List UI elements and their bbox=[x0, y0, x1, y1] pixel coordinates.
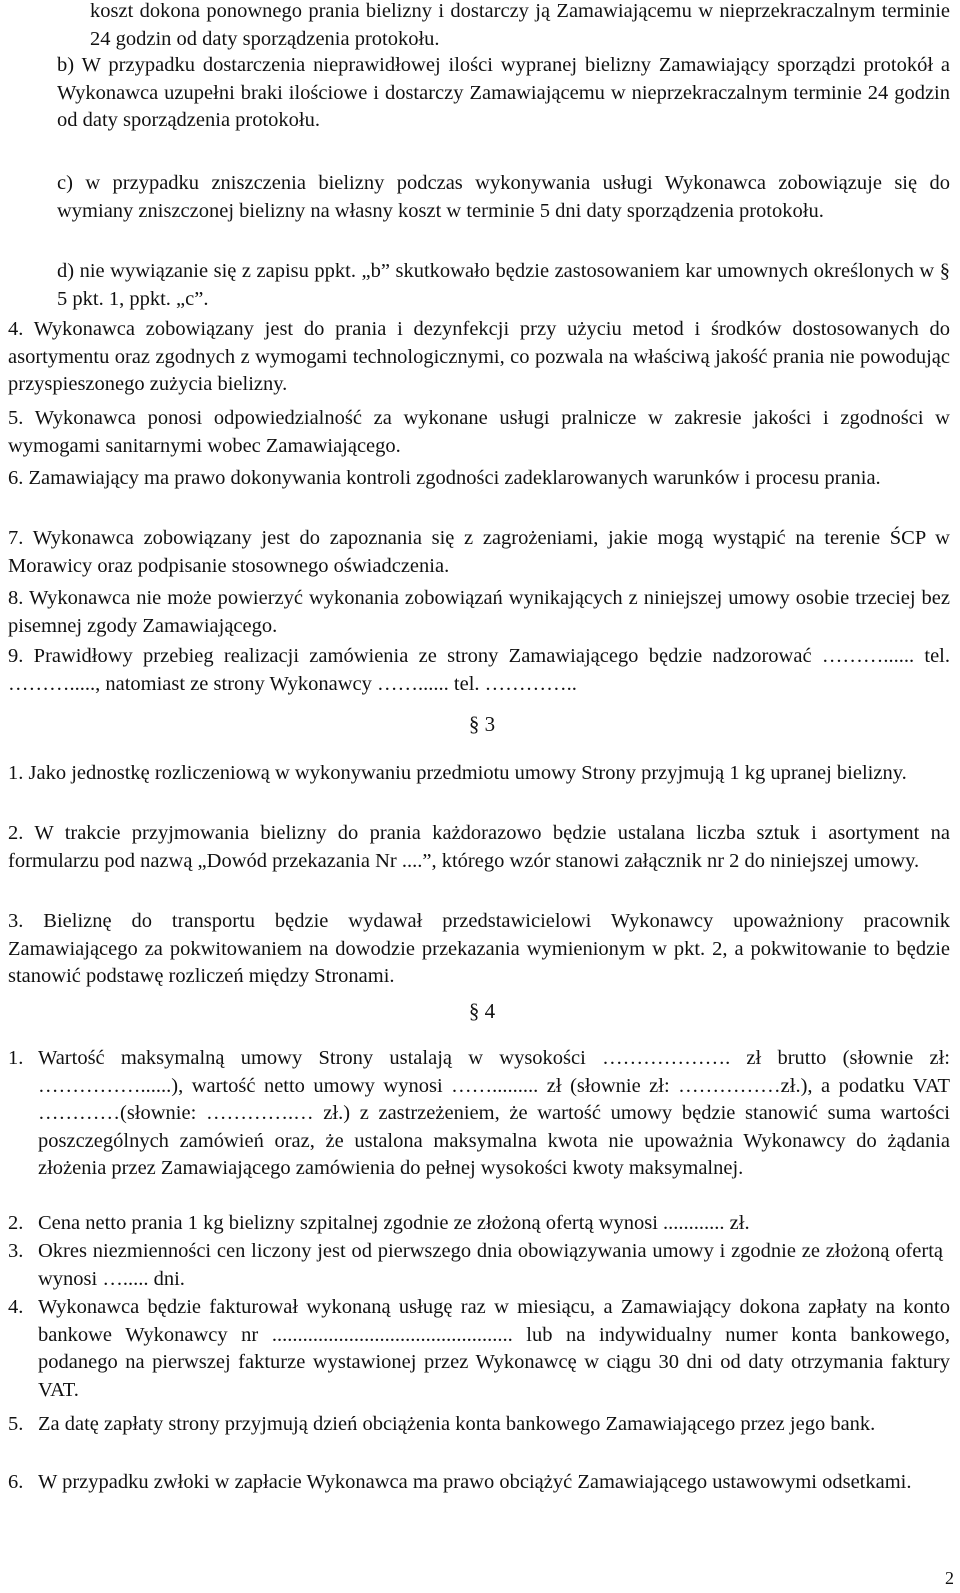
item-text: Wartość maksymalną umowy Strony ustalają w wysokości ………………. zł brutto (słownie zł: ……………......), wartość netto umowy wynosi ……......... zł (słownie zł: ……………zł.), a podatku VAT …………(słownie: ………….… zł.) z zastrzeżeniem, że wartość umowy będzie stanowić suma wartości poszczególnych zamówień oraz, że ustalona maksymalna kwota nie upoważnia Wykonawcy do żądania złożenia przez Zamawiającego zamówienia do pełnej wysokości kwoty maksymalnej. bbox=[38, 1047, 950, 1179]
item-text: W trakcie przyjmowania bielizny do prania każdorazowo będzie ustalana liczba sztuk i asortyment na formularzu pod nazwą „Dowód przekazania Nr ....”, którego wzór stanowi załącznik nr 2 do niniejszej umowy. bbox=[8, 822, 950, 872]
item-number: 5. bbox=[8, 1413, 24, 1435]
item-text: Za datę zapłaty strony przyjmują dzień obciążenia konta bankowego Zamawiającego przez jego bank. bbox=[38, 1413, 876, 1435]
item-text: Cena netto prania 1 kg bielizny szpitalnej zgodnie ze złożoną ofertą wynosi ............ zł. bbox=[38, 1212, 750, 1234]
list-item bbox=[8, 760, 950, 788]
list-item bbox=[8, 405, 950, 460]
item-number: 1. bbox=[8, 1047, 24, 1069]
list-item bbox=[8, 1210, 950, 1238]
list-item bbox=[8, 908, 950, 991]
list-item-text: c) w przypadku zniszczenia bielizny podczas wykonywania usługi Wykonawca zobowiązuje się do wymiany zniszczonej bielizny na własny koszt w terminie 5 dni daty sporządzenia protokołu. bbox=[57, 172, 950, 222]
item-text: Prawidłowy przebieg realizacji zamówienia ze strony Zamawiającego będzie nadzorować ………...... tel. ………....., natomiast ze strony Wykonawcy ……...... tel. ………….. bbox=[8, 645, 950, 695]
item-text: Okres niezmienności cen liczony jest od pierwszego dnia obowiązywania umowy i zgodnie ze złożoną ofertą wynosi …..... dni. bbox=[38, 1240, 943, 1290]
paragraph-text: koszt dokona ponownego prania bielizny i dostarczy ją Zamawiającemu w nieprzekraczalnym terminie 24 godzin od daty sporządzenia protokołu. bbox=[90, 0, 950, 50]
item-number: 4. bbox=[8, 1296, 24, 1318]
list-item-d bbox=[57, 258, 950, 313]
page-number: 2 bbox=[945, 1568, 954, 1588]
list-item bbox=[8, 316, 950, 399]
list-item bbox=[8, 820, 950, 875]
item-text: Wykonawca zobowiązany jest do prania i dezynfekcji przy użyciu metod i środków dostosowanych do asortymentu oraz zgodnych z wymogami technologicznymi, co pozwala na właściwą jakość prania nie powodując przyspieszonego zużycia bielizny. bbox=[8, 318, 950, 395]
item-number: 3. bbox=[8, 1240, 24, 1262]
list-item bbox=[8, 1238, 943, 1293]
list-item bbox=[8, 643, 950, 698]
item-text: Wykonawca nie może powierzyć wykonania zobowiązań wynikających z niniejszej umowy osobie trzeciej bez pisemnej zgody Zamawiającego. bbox=[8, 587, 950, 637]
item-text: Zamawiający ma prawo dokonywania kontroli zgodności zadeklarowanych warunków i procesu prania. bbox=[28, 467, 881, 489]
item-text: Jako jednostkę rozliczeniową w wykonywaniu przedmiotu umowy Strony przyjmują 1 kg upranej bielizny. bbox=[28, 762, 907, 784]
section-heading: § 4 bbox=[468, 999, 496, 1023]
paragraph-continuation bbox=[90, 0, 950, 53]
item-number: 8. bbox=[8, 587, 24, 609]
list-item bbox=[8, 585, 950, 640]
list-item-c bbox=[57, 170, 950, 225]
item-number: 7. bbox=[8, 527, 24, 549]
list-item-text: d) nie wywiązanie się z zapisu ppkt. „b” skutkowało będzie zastosowaniem kar umownych określonych w § 5 pkt. 1, ppkt. „c”. bbox=[57, 260, 950, 310]
item-number: 9. bbox=[8, 645, 24, 667]
list-item bbox=[8, 1469, 950, 1497]
list-item bbox=[8, 1294, 950, 1404]
list-item-text: b) W przypadku dostarczenia nieprawidłowej ilości wypranej bielizny Zamawiający sporządzi protokół a Wykonawca uzupełni braki ilościowe i dostarczy Zamawiającemu w nieprzekraczalnym terminie 24 godzin od daty sporządzenia protokołu. bbox=[57, 54, 950, 131]
item-number: 2. bbox=[8, 1212, 24, 1234]
list-item bbox=[8, 525, 950, 580]
list-item-b bbox=[57, 52, 950, 135]
item-number: 5. bbox=[8, 407, 24, 429]
item-text: Wykonawca ponosi odpowiedzialność za wykonane usługi pralnicze w zakresie jakości i zgodności w wymogami sanitarnymi wobec Zamawiającego. bbox=[8, 407, 950, 457]
item-text: Wykonawca będzie fakturował wykonaną usługę raz w miesiącu, a Zamawiający dokona zapłaty na konto bankowe Wykonawcy nr ............................................... lub na indywidualny numer konta bankowego, podanego na pierwszej fakturze wystawionej przez Wykonawcę w ciągu 30 dni od daty otrzymania faktury VAT. bbox=[38, 1296, 950, 1401]
section-heading: § 3 bbox=[468, 712, 496, 736]
item-number: 2. bbox=[8, 822, 24, 844]
item-text: Bieliznę do transportu będzie wydawał przedstawicielowi Wykonawcy upoważniony pracownik Zamawiającego za pokwitowaniem na dowodzie przekazania wymienionym w pkt. 2, a pokwitowanie to będzie stanowić podstawę rozliczeń między Stronami. bbox=[8, 910, 951, 987]
item-number: 6. bbox=[8, 467, 24, 489]
item-text: W przypadku zwłoki w zapłacie Wykonawca ma prawo obciążyć Zamawiającego ustawowymi odsetkami. bbox=[38, 1471, 912, 1493]
item-number: 4. bbox=[8, 318, 24, 340]
item-number: 1. bbox=[8, 762, 24, 784]
item-text: Wykonawca zobowiązany jest do zapoznania się z zagrożeniami, jakie mogą wystąpić na terenie ŚCP w Morawicy oraz podpisanie stosownego oświadczenia. bbox=[8, 527, 950, 577]
item-number: 3. bbox=[8, 910, 24, 932]
item-number: 6. bbox=[8, 1471, 24, 1493]
list-item bbox=[8, 1045, 950, 1183]
list-item bbox=[8, 465, 950, 493]
list-item bbox=[8, 1411, 950, 1439]
